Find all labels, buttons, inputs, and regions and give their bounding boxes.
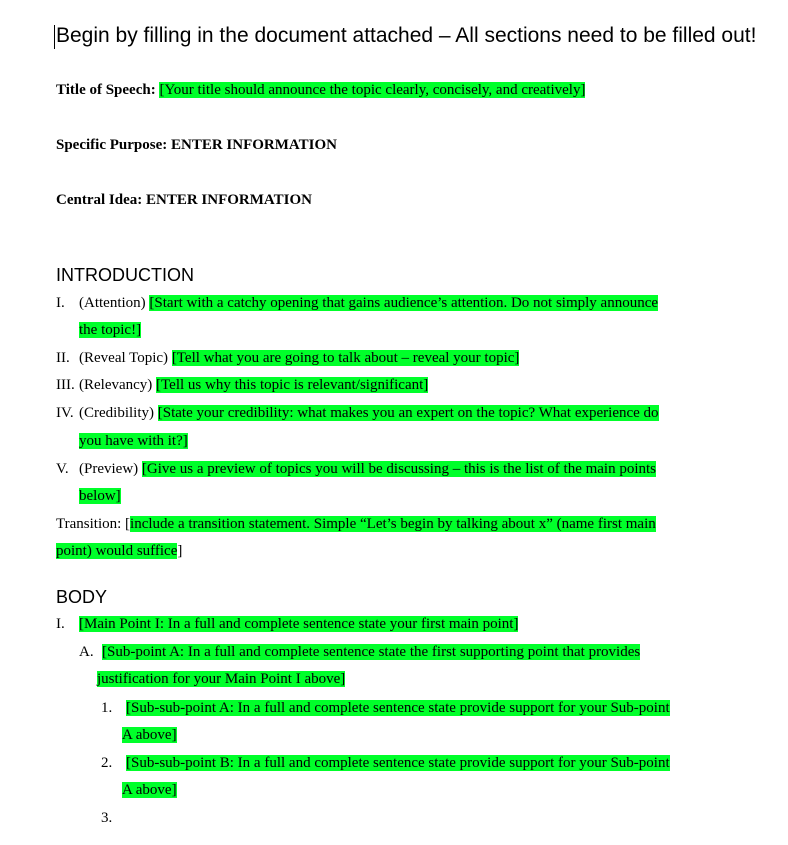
intro-item-text[interactable]: [Start with a catchy opening that gains audience’s attention. Do not simply announce: [149, 295, 659, 311]
sub-sub-point-continuation: [122, 780, 177, 800]
sub-sub-point-text[interactable]: [Sub-sub-point A: In a full and complete sentence state provide support for your Sub-point: [126, 700, 670, 716]
central-idea-label: Central Idea:: [56, 192, 143, 208]
intro-item-continuation: [79, 486, 121, 506]
intro-item-text[interactable]: [Tell us why this topic is relevant/significant]: [156, 377, 429, 393]
sub-sub-point-number: 3.: [101, 810, 113, 826]
sub-sub-point-number: 2.: [101, 755, 113, 771]
sub-sub-point-item: [101, 753, 670, 773]
sub-point-number: A.: [79, 644, 94, 660]
intro-item-continuation: [79, 431, 188, 451]
transition-text[interactable]: point) would suffice: [56, 543, 178, 559]
intro-item-number: I.: [56, 295, 65, 311]
intro-item-text[interactable]: the topic!]: [79, 322, 142, 338]
intro-item-reveal-topic: [56, 348, 519, 368]
specific-purpose-label: Specific Purpose:: [56, 137, 168, 153]
intro-item-text[interactable]: [Tell what you are going to talk about – reveal your topic]: [171, 350, 520, 366]
sub-point-text[interactable]: [Sub-point A: In a full and complete sentence state the first supporting point that provides: [102, 644, 641, 660]
intro-item-text[interactable]: [State your credibility: what makes you an expert on the topic? What experience do: [157, 405, 659, 421]
transition-line: [56, 514, 656, 534]
main-point-item: [56, 614, 518, 634]
sub-sub-point-item: [101, 698, 670, 718]
sub-sub-point-text[interactable]: A above]: [122, 782, 177, 798]
text-cursor: [54, 25, 55, 49]
sub-sub-point-text[interactable]: [Sub-sub-point B: In a full and complete sentence state provide support for your Sub-point: [126, 755, 670, 771]
sub-point-item: [79, 642, 640, 662]
transition-close: ]: [177, 543, 183, 559]
transition-text[interactable]: include a transition statement. Simple “Let’s begin by talking about x” (name first main: [130, 516, 656, 532]
sub-point-text[interactable]: justification for your Main Point I above]: [97, 671, 346, 687]
intro-item-number: IV.: [56, 405, 74, 421]
specific-purpose-value[interactable]: ENTER INFORMATION: [170, 137, 337, 153]
intro-item-credibility: [56, 403, 659, 423]
title-of-speech-value[interactable]: [Your title should announce the topic clearly, concisely, and creatively]: [159, 82, 586, 98]
intro-item-attention: [56, 293, 658, 313]
intro-item-number: II.: [56, 350, 70, 366]
intro-item-text[interactable]: below]: [79, 488, 121, 504]
intro-item-label: (Reveal Topic): [79, 350, 169, 366]
sub-point-continuation: [97, 669, 345, 689]
intro-item-label: (Attention): [79, 295, 146, 311]
intro-item-number: V.: [56, 461, 69, 477]
intro-item-number: III.: [56, 377, 75, 393]
intro-item-label: (Preview): [79, 461, 139, 477]
intro-item-text[interactable]: you have with it?]: [79, 433, 188, 449]
main-point-number: I.: [56, 616, 65, 632]
title-of-speech-field[interactable]: [56, 82, 585, 99]
sub-sub-point-item: [101, 808, 112, 828]
sub-sub-point-text[interactable]: A above]: [122, 727, 177, 743]
title-of-speech-label: Title of Speech:: [56, 82, 156, 98]
sub-sub-point-number: 1.: [101, 700, 113, 716]
intro-item-label: (Relevancy): [79, 377, 153, 393]
central-idea-field[interactable]: [56, 192, 312, 209]
introduction-heading: INTRODUCTION: [56, 265, 194, 285]
transition-label: Transition: [: [56, 516, 131, 532]
instruction-text: Begin by filling in the document attached – All sections need to be filled out!: [56, 24, 757, 47]
intro-item-continuation: [79, 320, 141, 340]
specific-purpose-field[interactable]: [56, 137, 337, 154]
intro-item-text[interactable]: [Give us a preview of topics you will be discussing – this is the list of the main points: [141, 461, 657, 477]
body-heading: BODY: [56, 587, 108, 607]
sub-sub-point-continuation: [122, 725, 177, 745]
intro-item-relevancy: [56, 375, 428, 395]
central-idea-value[interactable]: ENTER INFORMATION: [146, 192, 312, 208]
intro-item-preview: [56, 459, 656, 479]
main-point-text[interactable]: [Main Point I: In a full and complete sentence state your first main point]: [79, 616, 519, 632]
transition-continuation: [56, 541, 182, 561]
intro-item-label: (Credibility): [79, 405, 154, 421]
